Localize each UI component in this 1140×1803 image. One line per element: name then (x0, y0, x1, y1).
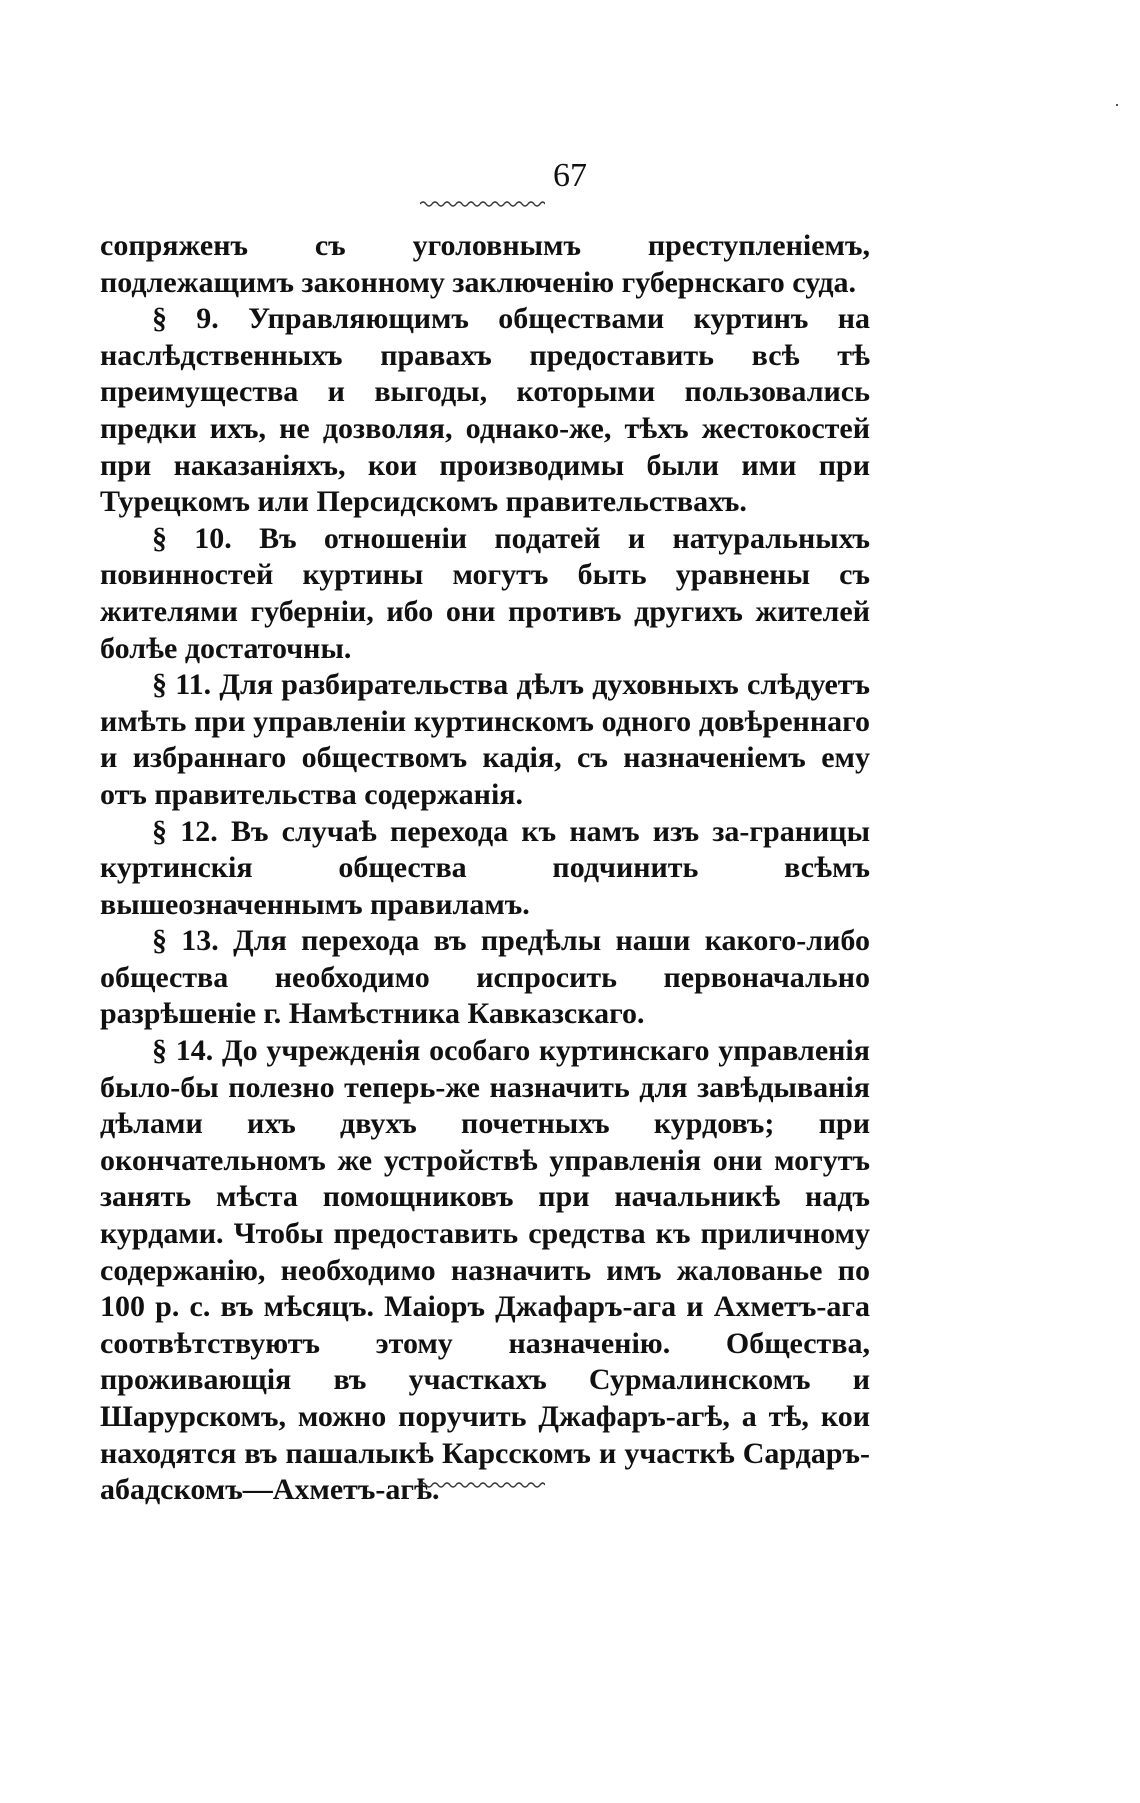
paragraph-section-9: § 9. Управляющимъ обществами куртинъ на наслѣдственныхъ правахъ предоставить всѣ тѣ преимущества и выгоды, которыми пользовались предки ихъ, не дозволяя, однако-же, тѣхъ жестокостей при наказаніяхъ, кои производимы были ими при Турецкомъ или Персидскомъ правительствахъ. (100, 302, 870, 519)
paragraph-section-14: § 14. До учрежденія особаго куртинскаго управленія было-бы полезно теперь-же назначить для завѣдыванія дѣлами ихъ двухъ почетныхъ курдовъ; при окончательномъ же устройствѣ управленія они могутъ занять мѣста помощниковъ при начальникѣ надъ курдами. Чтобы предоставить средства къ приличному содержанію, необходимо назначить имъ жалованье по 100 р. с. въ мѣсяцъ. Маіоръ Джафаръ-ага и Ахметъ-ага соотвѣтствуютъ этому назначенію. Общества, проживающія въ участкахъ Сурмалинскомъ и Шарурскомъ, можно поручить Джафаръ-агѣ, а тѣ, кои находятся въ пашалыкѣ Карсскомъ и участкѣ Сардаръ-абадскомъ—Ахметъ-агѣ. (100, 1034, 870, 1507)
bottom-ornament-rule (420, 1480, 545, 1490)
top-ornament-rule (420, 198, 545, 208)
paragraph-section-12: § 12. Въ случаѣ перехода къ намъ изъ за-границы куртинскія общества подчинить всѣмъ вышеозначеннымъ правиламъ. (100, 814, 870, 921)
page-number: 67 (553, 157, 587, 194)
paragraph-continuation: сопряженъ съ уголовнымъ преступленіемъ, подлежащимъ законному заключенію губернскаго суда. (100, 229, 870, 299)
body-text (100, 228, 870, 1509)
paragraph-section-10: § 10. Въ отношеніи податей и натуральныхъ повинностей куртины могутъ быть уравнены съ жителями губерніи, ибо они противъ другихъ жителей болѣе достаточны. (100, 521, 870, 665)
paragraph-section-13: § 13. Для перехода въ предѣлы наши какого-либо общества необходимо испросить первоначально разрѣшеніе г. Намѣстника Кавказскаго. (100, 924, 870, 1031)
paragraph-section-11: § 11. Для разбирательства дѣлъ духовныхъ слѣдуетъ имѣть при управленіи куртинскомъ одного довѣреннаго и избраннаго обществомъ кадія, съ назначеніемъ ему отъ правительства содержанія. (100, 668, 870, 811)
paper-speck (1116, 104, 1118, 106)
